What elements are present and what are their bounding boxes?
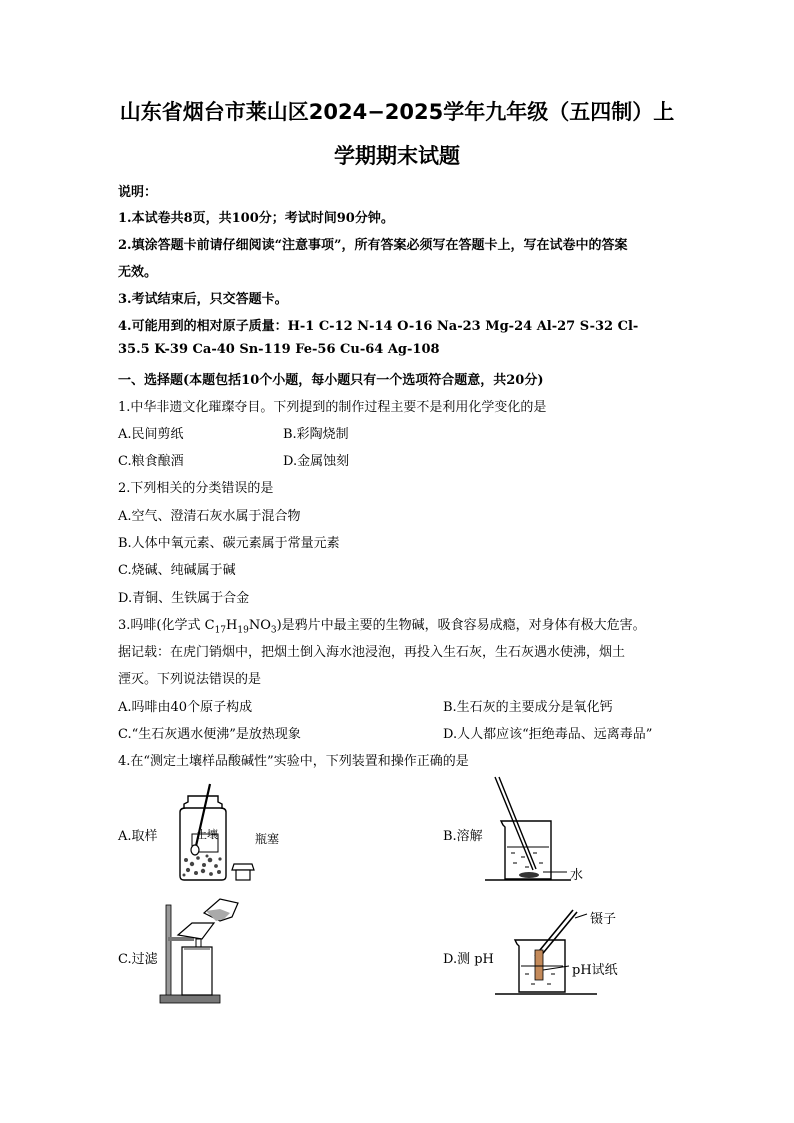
note-3: 3.考试结束后，只交答题卡。 [118,292,288,307]
q4-stem: 4.在“测定土壤样品酸碱性”实验中，下列装置和操作正确的是 [118,754,469,769]
section-1-heading: 一、选择题(本题包括10个小题，每小题只有一个选项符合题意，共20分) [118,373,544,388]
soil-jar-label: 土壤 [196,828,218,841]
q4-option-d: D.测 pH [443,952,494,967]
q3-option-d: D.人人都应该“拒绝毒品、远离毒品” [443,727,653,742]
q4-option-c: C.过滤 [118,952,158,967]
q3-stem-line-2: 据记载：在虎门销烟中，把烟土倒入海水池浸泡，再投入生石灰，生石灰遇水使沸，烟土 [118,645,626,660]
q1-option-c: C.粮食酿酒 [118,454,184,469]
q1-option-a: A.民间剪纸 [118,427,184,442]
water-label: 水 [570,868,584,883]
note-4a: 4.可能用到的相对原子质量：H-1 C-12 N-14 O-16 Na-23 Mg-24 Al-27 S-32 Cl- [118,319,639,334]
title-line-2: 学期期末试题 [334,144,460,168]
q2-option-c: C.烧碱、纯碱属于碱 [118,563,236,578]
q2-stem: 2.下列相关的分类错误的是 [118,481,274,496]
notes-heading: 说明： [118,185,158,200]
note-2b: 无效。 [118,265,158,280]
note-4b: 35.5 K-39 Ca-40 Sn-119 Fe-56 Cu-64 Ag-108 [118,342,440,357]
soil-jar-figure [170,780,300,885]
note-1: 1.本试卷共8页，共100分；考试时间90分钟。 [118,211,394,226]
q4-option-b: B.溶解 [443,829,483,844]
q2-option-b: B.人体中氧元素、碳元素属于常量元素 [118,536,340,551]
q3-stem-line-3: 湮灭。下列说法错误的是 [118,672,262,687]
q1-option-b: B.彩陶烧制 [283,427,349,442]
tweezers-label: 镊子 [590,912,617,927]
q3-option-b: B.生石灰的主要成分是氧化钙 [443,700,613,715]
q3-option-a: A.吗啡由40个原子构成 [118,700,253,715]
q3-option-c: C.“生石灰遇水便沸”是放热现象 [118,727,301,742]
q2-option-d: D.青铜、生铁属于合金 [118,591,250,606]
q2-option-a: A.空气、澄清石灰水属于混合物 [118,509,301,524]
q1-stem: 1.中华非遗文化璀璨夺目。下列提到的制作过程主要不是利用化学变化的是 [118,400,547,415]
q3-stem-line-1: 3.吗啡(化学式 $C_{17}H_{19}NO_3$)是鸦片中最主要的生物碱，吸食容易成瘾，对身体有极大危害。 [118,618,646,636]
ph-paper-label: pH试纸 [572,963,618,978]
filtration-figure [158,895,248,1007]
q4-option-a: A.取样 [118,829,158,844]
q1-option-d: D.金属蚀刻 [283,454,350,469]
title-line-1: 山东省烟台市莱山区2024−2025学年九年级（五四制）上 [119,100,675,124]
stopper-label: 瓶塞 [255,832,280,846]
note-2a: 2.填涂答题卡前请仔细阅读“注意事项”，所有答案必须写在答题卡上，写在试卷中的答案 [118,238,628,253]
